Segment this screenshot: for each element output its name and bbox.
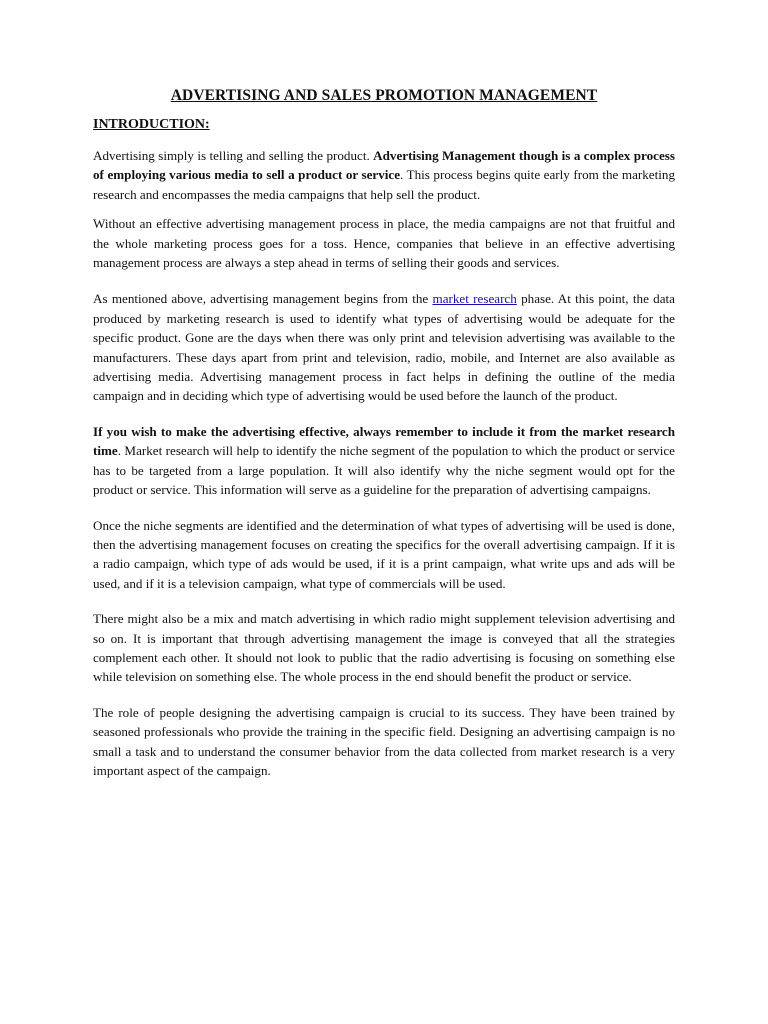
document-title: ADVERTISING AND SALES PROMOTION MANAGEMENT <box>170 87 598 104</box>
paragraph-6-text: There might also be a mix and match advertising in which radio might supplement television advertising and so on. It is important that through advertising management the image is conveyed that all the strategies complement each other. It should not look to public that the radio advertising is focusing on something else while television on something else. The whole process in the end should benefit the product or service. <box>93 611 675 685</box>
paragraph-4-text: . Market research will help to identify the niche segment of the population to which the product or service has to be targeted from a large population. It will also identify why the niche segment would opt for the product or service. This information will serve as a guideline for the preparation of advertising campaigns. <box>93 443 675 498</box>
paragraph-3-text-b: phase. At this point, the data produced by marketing research is used to identify what types of advertising would be adequate for the specific product. Gone are the days when there was only print and television advertising was available to the manufacturers. These days apart from print and television, radio, mobile, and Internet are also available as advertising media. Advertising management process in fact helps in defining the outline of the media campaign and in deciding which type of advertising would be used before the launch of the product. <box>93 291 675 404</box>
paragraph-1-text-a: Advertising simply is telling and selling the product. <box>93 148 374 163</box>
paragraph-5-text: Once the niche segments are identified and the determination of what types of advertising will be used is done, then the advertising management focuses on creating the specifics for the overall advertising campaign. If it is a radio campaign, which type of ads would be used, if it is a print campaign, what write ups and ads will be used, and if it is a television campaign, what type of commercials will be used. <box>93 517 675 591</box>
paragraph-1-text-b: . This process begins quite early from the marketing research and encompasses the media campaigns that help sell the product. <box>93 167 675 202</box>
paragraph-1-bold: Advertising Management though is a complex process of employing various media to sell a product or service <box>93 148 675 183</box>
paragraph-2 <box>93 214 675 272</box>
paragraph-7 <box>93 703 675 781</box>
paragraph-7-text: The role of people designing the advertising campaign is crucial to its success. They have been trained by seasoned professionals who provide the training in the specific field. Designing an advertising campaign is no small a task and to understand the consumer behavior from the data collected from market research is a very important aspect of the campaign. <box>93 704 675 778</box>
paragraph-2-text: Without an effective advertising management process in place, the media campaigns are not that fruitful and the whole marketing process goes for a toss. Hence, companies that believe in an effective advertising management process are always a step ahead in terms of selling their goods and services. <box>93 216 675 271</box>
paragraph-5 <box>93 516 675 594</box>
section-heading-introduction: INTRODUCTION: <box>93 117 210 132</box>
paragraph-1 <box>93 146 675 204</box>
paragraph-6 <box>93 609 675 687</box>
paragraph-4-bold: If you wish to make the advertising effective, always remember to include it from the market research time <box>93 423 675 459</box>
market-research-link[interactable]: market research <box>432 291 517 307</box>
paragraph-3-text-a: As mentioned above, advertising management begins from the <box>93 291 433 307</box>
paragraph-3 <box>93 289 675 405</box>
document-page <box>93 87 675 780</box>
paragraph-4 <box>93 422 675 500</box>
